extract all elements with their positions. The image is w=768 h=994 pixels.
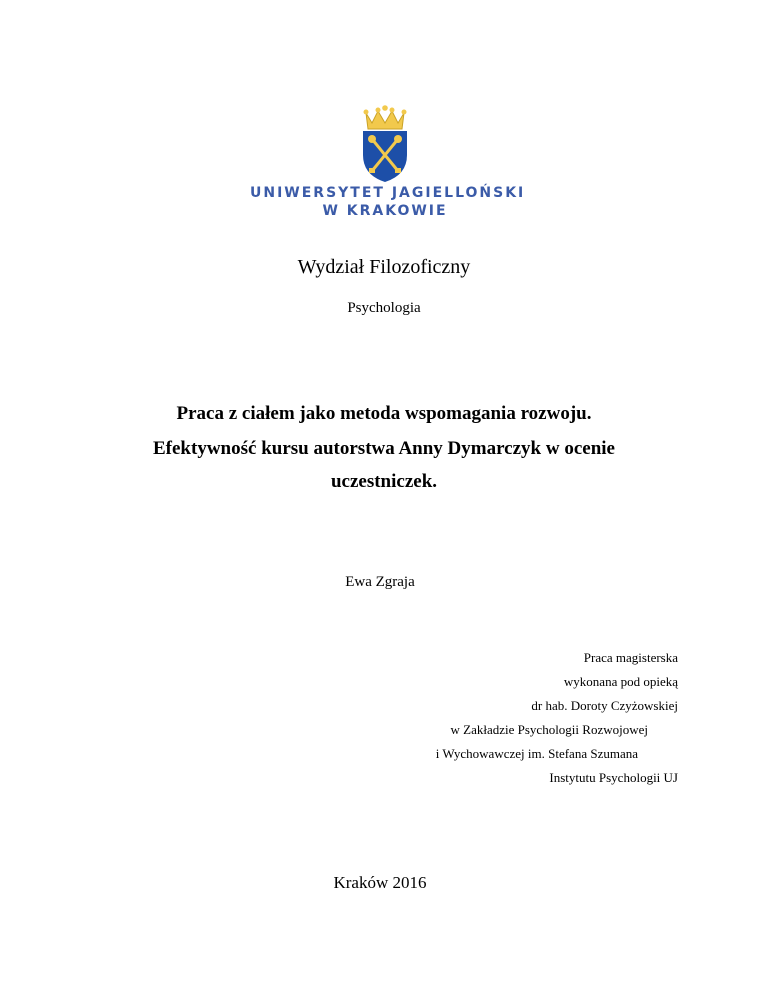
detail-line: dr hab. Doroty Czyżowskiej [531,698,678,713]
logo-text-line2: W KRAKOWIE [322,203,448,219]
author-name: Ewa Zgraja [345,574,415,590]
thesis-title-line1: Praca z ciałem jako metoda wspomagania rozwoju. [176,403,592,424]
university-crest-icon [358,103,412,183]
detail-line: wykonana pod opieką [563,674,678,689]
thesis-title-line3: uczestniczek. [330,471,438,492]
thesis-title-line2: Efektywność kursu autorstwa Anny Dymarczyk w ocenie [153,438,615,459]
detail-line: w Zakładzie Psychologii Rozwojowej [450,722,648,737]
faculty-name: Wydział Filozoficzny [297,256,471,278]
detail-line: i Wychowawczej im. Stefana Szumana [435,746,638,761]
thesis-details [358,646,678,790]
logo-text-line1: UNIWERSYTET JAGIELLOŃSKI [250,185,526,201]
university-logo [250,95,526,230]
place-and-year: Kraków 2016 [333,873,427,892]
detail-line: Praca magisterska [583,650,678,665]
detail-line: Instytutu Psychologii UJ [549,770,678,785]
field-of-study: Psychologia [347,300,421,316]
